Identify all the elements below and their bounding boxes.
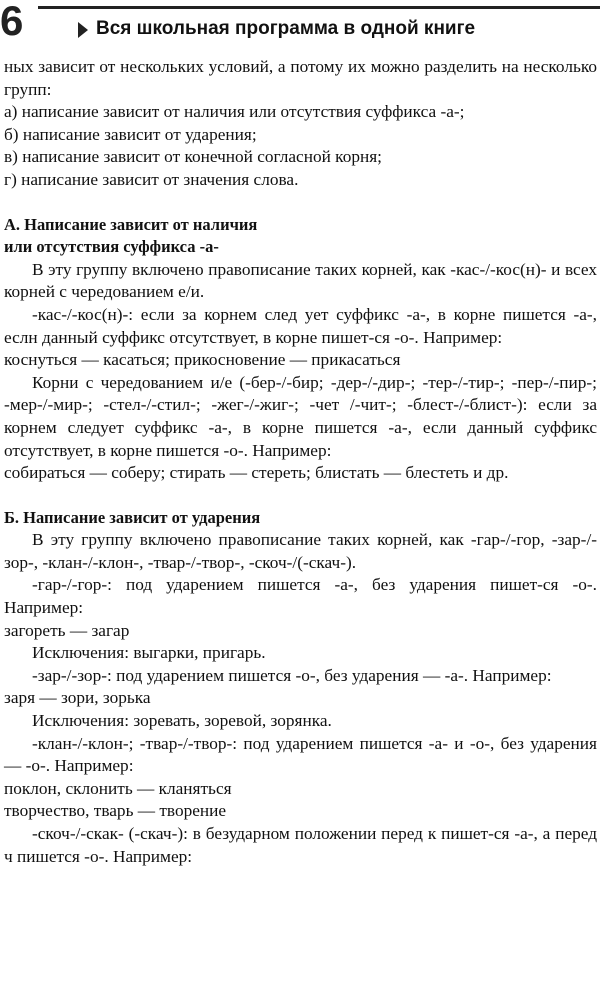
example-line: загореть — загар <box>4 620 130 640</box>
spacer <box>4 192 597 214</box>
page-number: 6 <box>0 0 24 44</box>
exceptions-line: Исключения: зоревать, зоревой, зорянка. <box>32 711 332 731</box>
list-item: б) написание зависит от ударения; <box>4 124 257 144</box>
section-b-heading: Б. Написание зависит от ударения <box>4 507 261 527</box>
section-b-paragraph: В эту группу включено правописание таких корней, как -гар-/-гор, -зар-/-зор-, -клан-/-клон-, -твар-/-твор-, -скоч-/(-скач-). <box>4 530 597 572</box>
list-item: г) написание зависит от значения слова. <box>4 169 299 189</box>
section-b-rule-gar: -гар-/-гор-: под ударением пишется -а-, без ударения пишет-ся -о-. Например: <box>4 575 597 618</box>
running-title: Вся школьная программа в одной книге <box>96 18 476 39</box>
page-header <box>0 0 600 48</box>
section-a-paragraph: В эту группу включено правописание таких корней, как -кас-/-кос(н)- и всех корней с чередованием е/и. <box>4 259 597 302</box>
intro-paragraph: ных зависит от нескольких условий, а потому их можно разделить на несколько групп: <box>4 57 597 99</box>
section-a-heading-line2: или отсутствия суффикса -а- <box>4 237 219 257</box>
example-line: заря — зори, зорька <box>4 688 151 708</box>
spacer <box>4 485 597 507</box>
section-a-heading: А. Написание зависит от наличия <box>4 214 258 234</box>
example-line: поклон, склонить — кланяться <box>4 778 232 798</box>
list-item: в) написание зависит от конечной согласной корня; <box>4 147 382 167</box>
section-b-rule-skoch: -скоч-/-скак- (-скач-): в безударном положении перед к пишет-ся -а-, а перед ч пишется -о-. Например: <box>4 824 597 866</box>
list-item: а) написание зависит от наличия или отсутствия суффикса -а-; <box>4 102 465 122</box>
section-b-rule-klan: -клан-/-клон-; -твар-/-твор-: под ударением пишется -а- и -о-, без ударения — -о-. Например: <box>4 733 597 776</box>
exceptions-line: Исключения: выгарки, пригарь. <box>32 643 266 663</box>
example-line: коснуться — касаться; прикосновение — прикасаться <box>4 350 401 370</box>
header-rule <box>38 6 600 9</box>
page-body <box>4 56 597 868</box>
section-b-rule-zar: -зар-/-зор-: под ударением пишется -о-, без ударения — -а-. Например: <box>32 665 552 685</box>
example-line: собираться — соберу; стирать — стереть; блистать — блестеть и др. <box>4 463 509 483</box>
triangle-arrow-icon <box>78 22 88 38</box>
section-a-rule-alternation: Корни с чередованием и/е (-бер-/-бир; -дер-/-дир-; -тер-/-тир-; -пер-/-пир-; -мер-/-мир-; -стел-/-стил-; -жег-/-жиг-; -чет /-чит-; -блест-/-блист-): если за корнем следует суффикс -а-, в корне пишется -а-, если данный суффикс отсутствует, в корне пишется -о-. Например: <box>4 372 597 460</box>
example-line: творчество, тварь — творение <box>4 801 227 821</box>
section-a-rule-kas: -кас-/-кос(н)-: если за корнем след ует суффикс -а-, в корне пишется -а-, еслн данный суффикс отсутствует, в корне пишет-ся -о-. Например: <box>4 304 597 347</box>
